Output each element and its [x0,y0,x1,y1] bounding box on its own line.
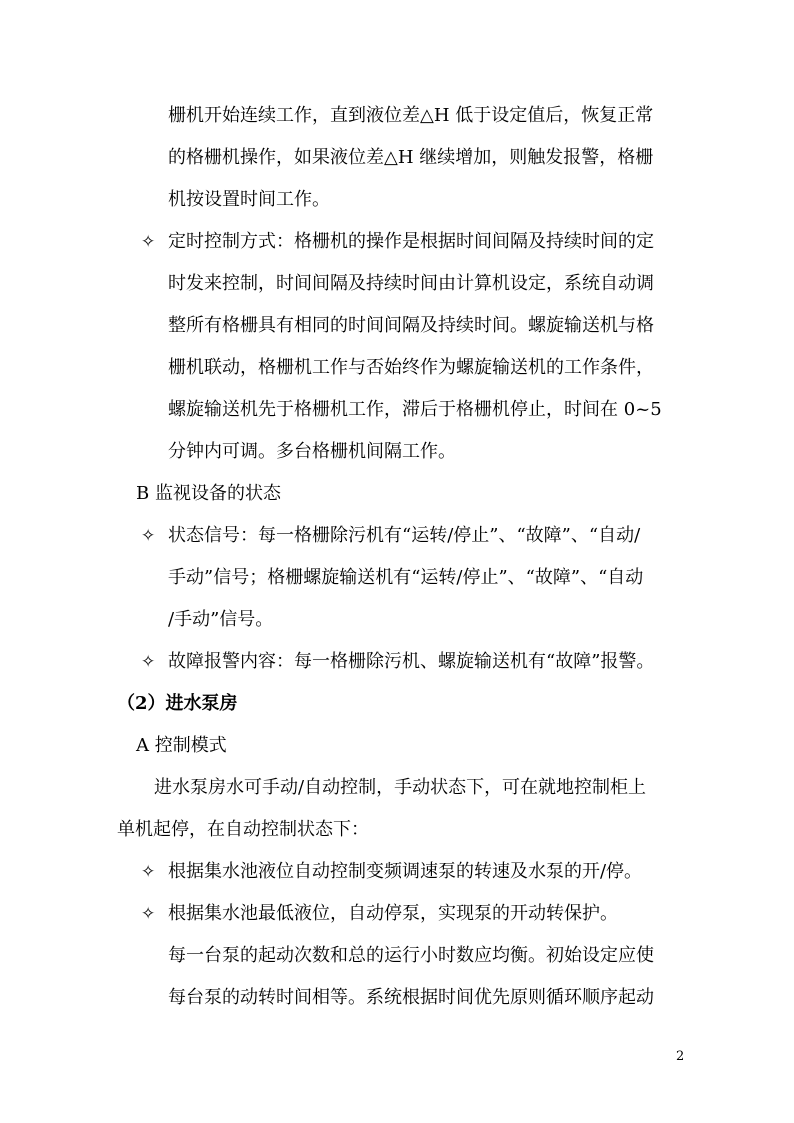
text-line: 手动”信号；格栅螺旋输送机有“运转/停止”、“故障”、“自动 [168,567,644,588]
bullet-icon: ✧ [141,862,156,882]
text-line: 进水泵房水可手动/自动控制，手动状态下，可在就地控制柜上 [154,777,647,798]
text-line: 螺旋输送机先于格栅机工作，滞后于格栅机停止，时间在 0~5 [168,399,662,420]
text-line: /手动”信号。 [168,609,274,630]
text-line: 每台泵的动转时间相等。系统根据时间优先原则循环顺序起动 [168,987,654,1008]
text-line: 时发来控制，时间间隔及持续时间由计算机设定，系统自动调 [168,273,654,294]
text-line: 根据集水池最低液位，自动停泵，实现泵的开动转保护。 [168,903,618,924]
bullet-icon: ✧ [141,526,156,546]
text-line: 的格栅机操作，如果液位差△H 继续增加，则触发报警，格栅 [168,147,654,168]
bullet-icon: ✧ [141,904,156,924]
text-line: 单机起停，在自动控制状态下： [117,819,369,840]
text-line: B 监视设备的状态 [136,483,281,504]
text-line: 机按设置时间工作。 [168,189,330,210]
text-line: 整所有格栅具有相同的时间间隔及持续时间。螺旋输送机与格 [168,315,654,336]
text-line: 栅机开始连续工作，直到液位差△H 低于设定值后，恢复正常 [168,105,654,126]
bullet-icon: ✧ [141,652,156,672]
page-number: 2 [676,1049,685,1064]
text-line: 定时控制方式：格栅机的操作是根据时间间隔及持续时间的定 [168,231,654,252]
text-line: 状态信号：每一格栅除污机有“运转/停止”、“故障”、“自动/ [168,525,641,546]
text-line: A 控制模式 [136,735,227,756]
bullet-icon: ✧ [141,232,156,252]
section-heading: （2）进水泵房 [117,693,238,714]
text-line: 根据集水池液位自动控制变频调速泵的转速及水泵的开/停。 [168,861,643,882]
text-line: 故障报警内容：每一格栅除污机、螺旋输送机有“故障”报警。 [168,651,655,672]
text-line: 每一台泵的起动次数和总的运行小时数应均衡。初始设定应使 [168,945,654,966]
text-line: 分钟内可调。多台格栅机间隔工作。 [168,441,456,462]
text-line: 栅机联动，格栅机工作与否始终作为螺旋输送机的工作条件， [168,357,654,378]
